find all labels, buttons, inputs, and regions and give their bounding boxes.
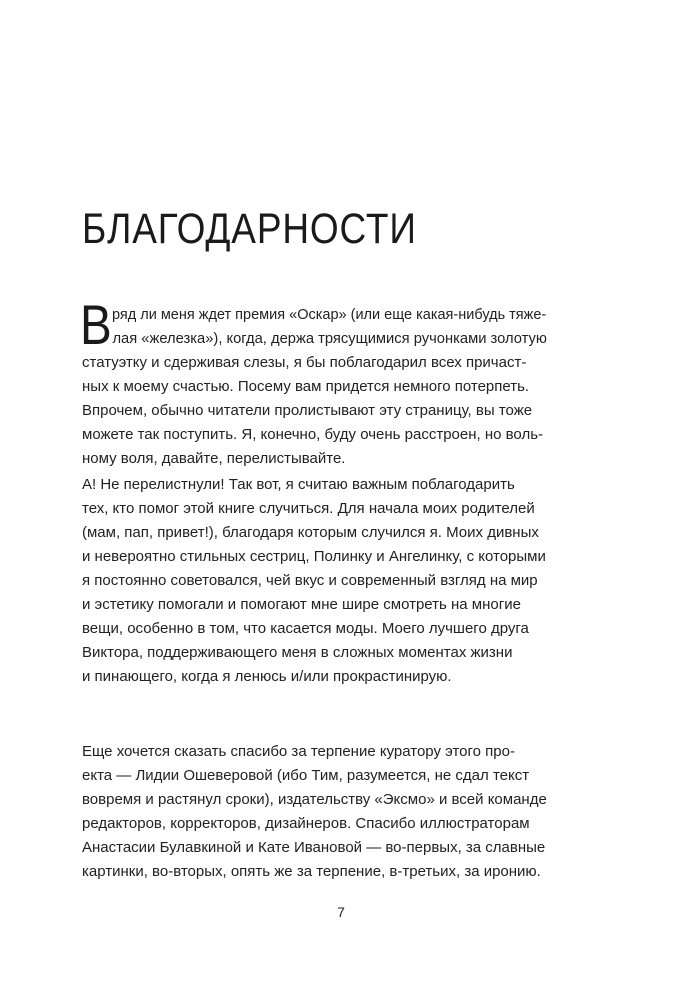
text-line: и пинающего, когда я ленюсь и/или прокрастинирую. xyxy=(82,668,452,685)
text-line: Впрочем, обычно читатели пролистывают эту страницу, вы тоже xyxy=(82,402,533,419)
text-line: можете так поступить. Я, конечно, буду очень расстроен, но воль- xyxy=(82,426,544,443)
text-line: Еще хочется сказать спасибо за терпение куратору этого про- xyxy=(82,743,515,760)
text-line: я постоянно советовался, чей вкус и современный взгляд на мир xyxy=(82,572,538,589)
page-number: 7 xyxy=(337,904,345,920)
text-line: ных к моему счастью. Посему вам придется немного потерпеть. xyxy=(82,378,530,395)
text-line: картинки, во-вторых, опять же за терпение, в-третьих, за иронию. xyxy=(82,863,541,880)
text-line: Виктора, поддерживающего меня в сложных моментах жизни xyxy=(82,644,513,661)
text-line: вещи, особенно в том, что касается моды. Моего лучшего друга xyxy=(82,620,529,637)
paragraph-3 xyxy=(82,740,547,884)
text-line: екта — Лидии Ошеверовой (ибо Тим, разумеется, не сдал текст xyxy=(82,767,530,784)
text-line: редакторов, корректоров, дизайнеров. Спасибо иллюстраторам xyxy=(82,815,530,832)
text-line: Анастасии Булавкиной и Кате Ивановой — во-первых, за славные xyxy=(82,839,546,856)
text-line: лая «железка»), когда, держа трясущимися ручонками золотую xyxy=(112,330,547,347)
text-line: и невероятно стильных сестриц, Полинку и Ангелинку, с которыми xyxy=(82,548,546,565)
text-line: ному воля, давайте, перелистывайте. xyxy=(82,450,346,467)
text-line: статуэтку и сдерживая слезы, я бы поблагодарил всех причаст- xyxy=(82,354,527,371)
paragraph-1 xyxy=(80,293,562,471)
text-line: и эстетику помогали и помогают мне шире смотреть на многие xyxy=(82,596,521,613)
text-line: (мам, пап, привет!), благодаря которым случился я. Моих дивных xyxy=(82,524,539,541)
chapter-title: БЛАГОДАРНОСТИ xyxy=(82,205,417,253)
text-line: тех, кто помог этой книге случиться. Для начала моих родителей xyxy=(82,500,535,517)
paragraph-2 xyxy=(82,473,546,689)
text-line: ряд ли меня ждет премия «Оскар» (или еще какая-нибудь тяже- xyxy=(111,306,547,323)
drop-cap: В xyxy=(80,293,112,356)
text-line: А! Не перелистнули! Так вот, я считаю важным поблагодарить xyxy=(82,476,515,493)
text-line: вовремя и растянул сроки), издательству «Эксмо» и всей команде xyxy=(82,791,547,808)
